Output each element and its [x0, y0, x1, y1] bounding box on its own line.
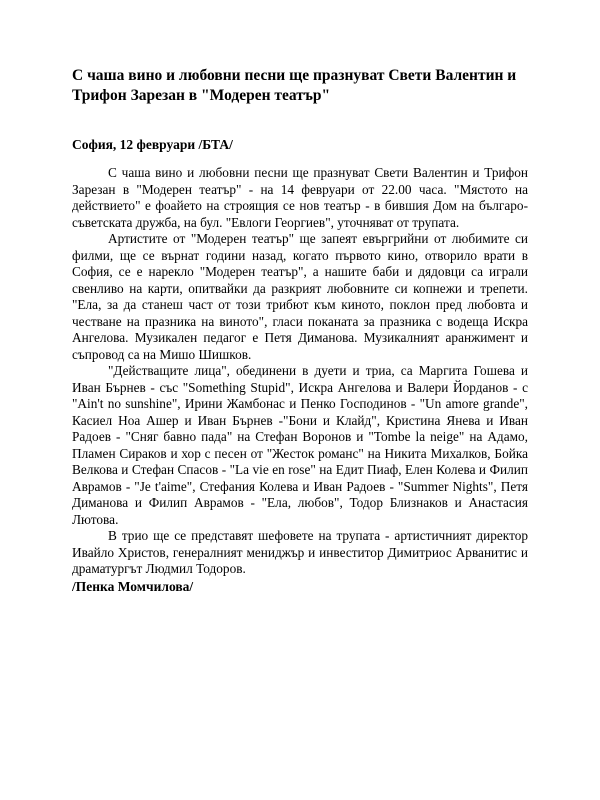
article-body [72, 165, 528, 578]
dateline: София, 12 февруари /БТА/ [72, 137, 233, 152]
paragraph: В трио ще се представят шефовете на трупата - артистичният директор Ивайло Христов, генералният мениджър и инвеститор Димитриос Арванитис и драматургът Людмил Тодоров. [72, 528, 528, 576]
article-title: С чаша вино и любовни песни ще празнуват Свети Валентин и Трифон Зарезан в "Модерен театър" [72, 67, 517, 104]
author-byline: /Пенка Момчилова/ [72, 579, 194, 594]
paragraph: Артистите от "Модерен театър" ще запеят евъргрийни от любимите си филми, ще се върнат години назад, когато първото кино, отворило врати в София, се е нарекло "Модерен театър", а нашите баби и дядовци са играли свенливо на карти, опитвайки да разкрият любовните си копнежи и трепети. "Ела, за да станеш част от този трибют към киното, поклон пред любовта и честване на празника на виното", гласи поканата за празника с водеща Искра Ангелова. Музикален педагог е Петя Диманова. Музикалният аранжимент и съпровод са на Мишо Шишков. [72, 231, 528, 362]
paragraph: С чаша вино и любовни песни ще празнуват Свети Валентин и Трифон Зарезан в "Модерен театър" - на 14 февруари от 22.00 часа. "Мястото на действието" е фоайето на строящия се нов театър - в бившия Дом на българо-съветската дружба, на бул. "Евлоги Георгиев", уточняват от трупата. [72, 165, 528, 230]
paragraph: "Действащите лица", обединени в дуети и триа, са Маргита Гошева и Иван Бърнев - със "Something Stupid", Искра Ангелова и Валери Йорданов - с "Ain't no sunshine", Ирини Жамбонас и Пенко Господинов - "Un amore grande", Касиел Ноа Ашер и Иван Бърнев -"Бони и Клайд", Кристина Янева и Иван Радоев - "Сняг бавно пада" на Стефан Воронов и "Tombe la neige" на Адамо, Пламен Сираков и хор с песен от "Жесток романс" на Никита Михалков, Бойка Велкова и Стефан Спасов - "La vie en rose" на Едит Пиаф, Елен Колева и Филип Аврамов - "Je t'aime", Стефания Колева и Иван Радоев - "Summer Nights", Петя Диманова и Филип Аврамов - "Ела, любов", Тодор Близнаков и Анастасия Лютова. [72, 363, 528, 527]
